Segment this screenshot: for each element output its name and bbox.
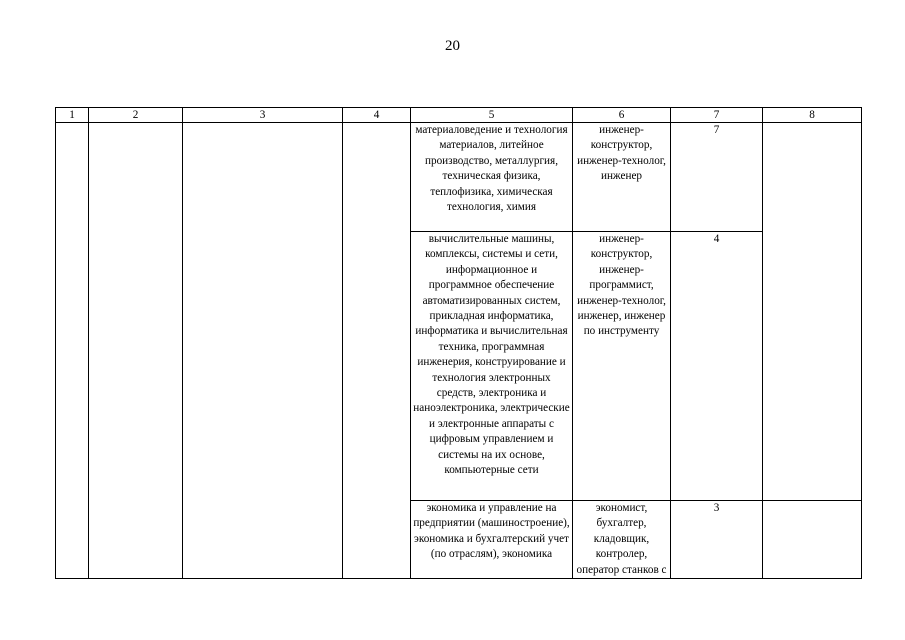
- qualification-text: экономист, бухгалтер, кладовщик, контролер, оператор станков с: [576, 502, 667, 576]
- cell-specialty: [411, 123, 573, 232]
- cell-count: [671, 123, 763, 232]
- column-header: 3: [183, 108, 343, 123]
- count-text: 3: [713, 502, 720, 514]
- qualification-text: инженер-конструктор, инженер-программист, инженер-технолог, инженер, инженер по инструменту: [577, 233, 666, 338]
- cell-count: [671, 232, 763, 501]
- cell-col3: [183, 123, 343, 579]
- cell-count: [671, 501, 763, 579]
- specialty-text: экономика и управление на предприятии (машиностроение), экономика и бухгалтерский учет (по отраслям), экономика: [413, 502, 570, 561]
- specialty-text: материаловедение и технология материалов, литейное производство, металлургия, техническая физика, теплофизика, химическая технология, химия: [415, 124, 568, 214]
- table-row: [56, 123, 862, 232]
- specialty-text: вычислительные машины, комплексы, системы и сети, информационное и программное обеспечение автоматизированных систем, прикладная информатика, информатика и вычислительная техника, программная инженерия, конструирование и технология электронных средств, электроника и наноэлектроника, электрические и электронные аппараты с цифровым управлением и системы на их основе, компьютерные сети: [413, 233, 570, 477]
- column-header: 6: [573, 108, 671, 123]
- cell-specialty: [411, 232, 573, 501]
- cell-col1: [56, 123, 89, 579]
- column-header: 5: [411, 108, 573, 123]
- column-header: 8: [763, 108, 862, 123]
- qualification-text: инженер-конструктор, инженер-технолог, инженер: [577, 124, 666, 183]
- data-table: [55, 107, 862, 579]
- cell-qualification: [573, 501, 671, 579]
- count-text: 4: [713, 233, 720, 245]
- table-header-row: [56, 108, 862, 123]
- column-header: 7: [671, 108, 763, 123]
- column-header: 1: [56, 108, 89, 123]
- cell-col8: [763, 501, 862, 579]
- column-header: 2: [89, 108, 183, 123]
- page-number: 20: [445, 38, 460, 54]
- cell-qualification: [573, 123, 671, 232]
- cell-qualification: [573, 232, 671, 501]
- count-text: 7: [713, 124, 720, 136]
- cell-col8: [763, 123, 862, 501]
- cell-col4: [343, 123, 411, 579]
- column-header: 4: [343, 108, 411, 123]
- cell-col2: [89, 123, 183, 579]
- cell-specialty: [411, 501, 573, 579]
